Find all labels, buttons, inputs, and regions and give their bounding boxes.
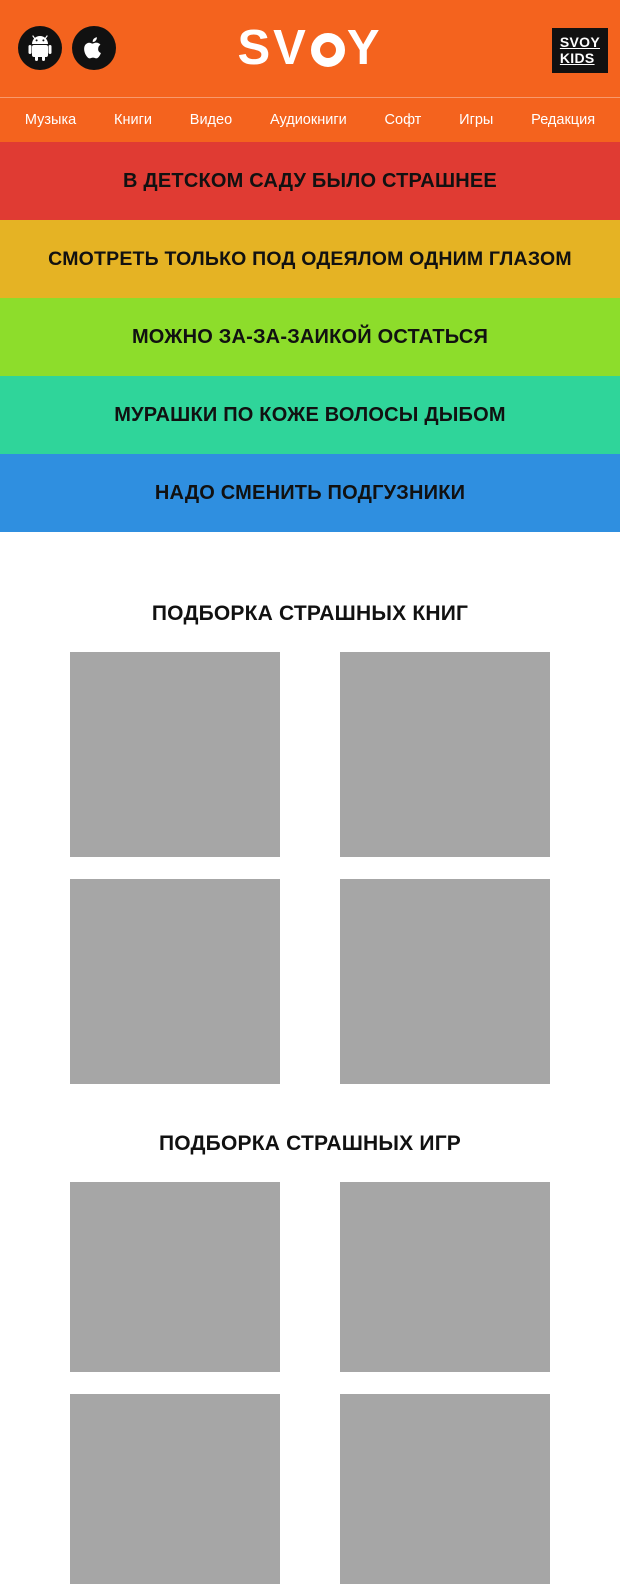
banner-item-1[interactable]: В ДЕТСКОМ САДУ БЫЛО СТРАШНЕЕ bbox=[0, 142, 620, 220]
kids-badge-line1: SVOY bbox=[559, 34, 600, 50]
books-grid bbox=[0, 652, 620, 1084]
logo-text-right: Y bbox=[346, 21, 383, 75]
banner-item-2[interactable]: СМОТРЕТЬ ТОЛЬКО ПОД ОДЕЯЛОМ ОДНИМ ГЛАЗОМ bbox=[0, 220, 620, 298]
banner-item-3[interactable]: МОЖНО ЗА-ЗА-ЗАИКОЙ ОСТАТЬСЯ bbox=[0, 298, 620, 376]
game-cover-3[interactable] bbox=[70, 1394, 280, 1584]
site-logo[interactable] bbox=[0, 22, 620, 74]
book-cover-1[interactable] bbox=[70, 652, 280, 857]
games-grid bbox=[0, 1182, 620, 1584]
site-header bbox=[0, 0, 620, 97]
books-section bbox=[0, 602, 620, 1084]
banner-item-5[interactable]: НАДО СМЕНИТЬ ПОДГУЗНИКИ bbox=[0, 454, 620, 532]
book-cover-2[interactable] bbox=[340, 652, 550, 857]
games-section bbox=[0, 1132, 620, 1584]
svoy-kids-badge[interactable] bbox=[552, 28, 608, 73]
books-section-title: ПОДБОРКА СТРАШНЫХ КНИГ bbox=[151, 602, 469, 625]
nav-item-books[interactable]: Книги bbox=[114, 112, 152, 128]
nav-item-audiobooks[interactable]: Аудиокниги bbox=[269, 112, 347, 128]
nav-item-editorial[interactable]: Редакция bbox=[531, 112, 596, 128]
logo-text-left: SV bbox=[237, 21, 309, 75]
nav-item-video[interactable]: Видео bbox=[189, 112, 233, 128]
banner-list bbox=[0, 142, 620, 532]
nav-item-music[interactable]: Музыка bbox=[24, 112, 77, 128]
nav-item-soft[interactable]: Софт bbox=[384, 112, 422, 128]
kids-badge-line2: KIDS bbox=[559, 50, 595, 66]
game-cover-4[interactable] bbox=[340, 1394, 550, 1584]
game-cover-2[interactable] bbox=[340, 1182, 550, 1372]
games-section-title: ПОДБОРКА СТРАШНЫХ ИГР bbox=[158, 1132, 462, 1155]
book-cover-4[interactable] bbox=[340, 879, 550, 1084]
book-cover-3[interactable] bbox=[70, 879, 280, 1084]
nav-item-games[interactable]: Игры bbox=[459, 112, 494, 128]
game-cover-1[interactable] bbox=[70, 1182, 280, 1372]
banner-item-4[interactable]: МУРАШКИ ПО КОЖЕ ВОЛОСЫ ДЫБОМ bbox=[0, 376, 620, 454]
faded-paragraph bbox=[0, 532, 620, 554]
main-nav bbox=[0, 97, 620, 142]
logo-ring-icon bbox=[311, 33, 345, 67]
